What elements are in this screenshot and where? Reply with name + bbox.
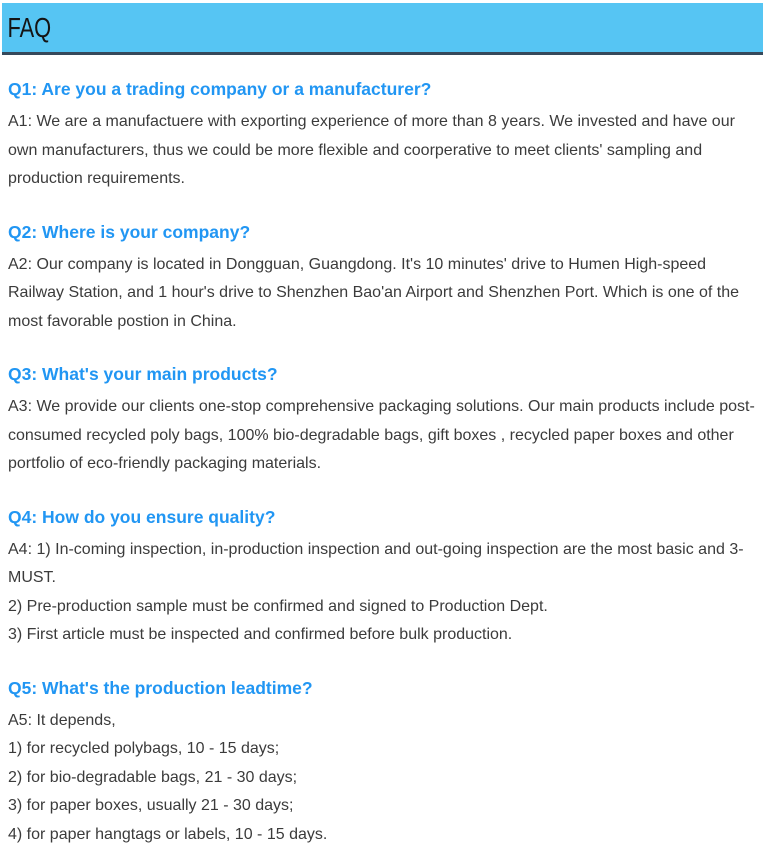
faq-item-q4 [8, 506, 755, 650]
faq-item-q5 [8, 677, 755, 849]
faq-answer-paragraph: 3) for paper boxes, usually 21 - 30 days; [8, 792, 755, 821]
faq-item-q1 [8, 78, 755, 194]
faq-answer-q3 [8, 393, 755, 479]
faq-answer-paragraph: A1: We are a manufactuere with exporting experience of more than 8 years. We invested and have our own manufacturers, thus we could be more flexible and coorperative to meet clients' sampling and production requirements. [8, 108, 755, 194]
faq-answer-paragraph: A5: It depends, [8, 707, 755, 736]
faq-list [0, 78, 765, 849]
faq-item-q3 [8, 363, 755, 479]
faq-page-title: FAQ [2, 12, 51, 44]
faq-answer-paragraph: 1) for recycled polybags, 10 - 15 days; [8, 735, 755, 764]
faq-question-q2: Q2: Where is your company? [8, 221, 755, 243]
faq-header-bar [2, 3, 763, 55]
faq-answer-paragraph: 2) for bio-degradable bags, 21 - 30 days; [8, 764, 755, 793]
faq-answer-q4 [8, 536, 755, 650]
faq-answer-q2 [8, 251, 755, 337]
faq-item-q2 [8, 221, 755, 337]
faq-answer-q1 [8, 108, 755, 194]
faq-answer-paragraph: A2: Our company is located in Dongguan, Guangdong. It's 10 minutes' drive to Humen High-speed Railway Station, and 1 hour's drive to Shenzhen Bao'an Airport and Shenzhen Port. Which is one of the most favorable postion in China. [8, 251, 755, 337]
faq-answer-paragraph: A3: We provide our clients one-stop comprehensive packaging solutions. Our main products include post-consumed recycled poly bags, 100% bio-degradable bags, gift boxes , recycled paper boxes and other portfolio of eco-friendly packaging materials. [8, 393, 755, 479]
faq-question-q3: Q3: What's your main products? [8, 363, 755, 385]
faq-answer-paragraph: 2) Pre-production sample must be confirmed and signed to Production Dept. [8, 593, 755, 622]
faq-question-q5: Q5: What's the production leadtime? [8, 677, 755, 699]
faq-answer-paragraph: 4) for paper hangtags or labels, 10 - 15 days. [8, 821, 755, 849]
faq-answer-paragraph: 3) First article must be inspected and confirmed before bulk production. [8, 621, 755, 650]
faq-question-q1: Q1: Are you a trading company or a manufacturer? [8, 78, 755, 100]
faq-answer-paragraph: A4: 1) In-coming inspection, in-production inspection and out-going inspection are the most basic and 3-MUST. [8, 536, 755, 593]
faq-question-q4: Q4: How do you ensure quality? [8, 506, 755, 528]
faq-answer-q5 [8, 707, 755, 849]
